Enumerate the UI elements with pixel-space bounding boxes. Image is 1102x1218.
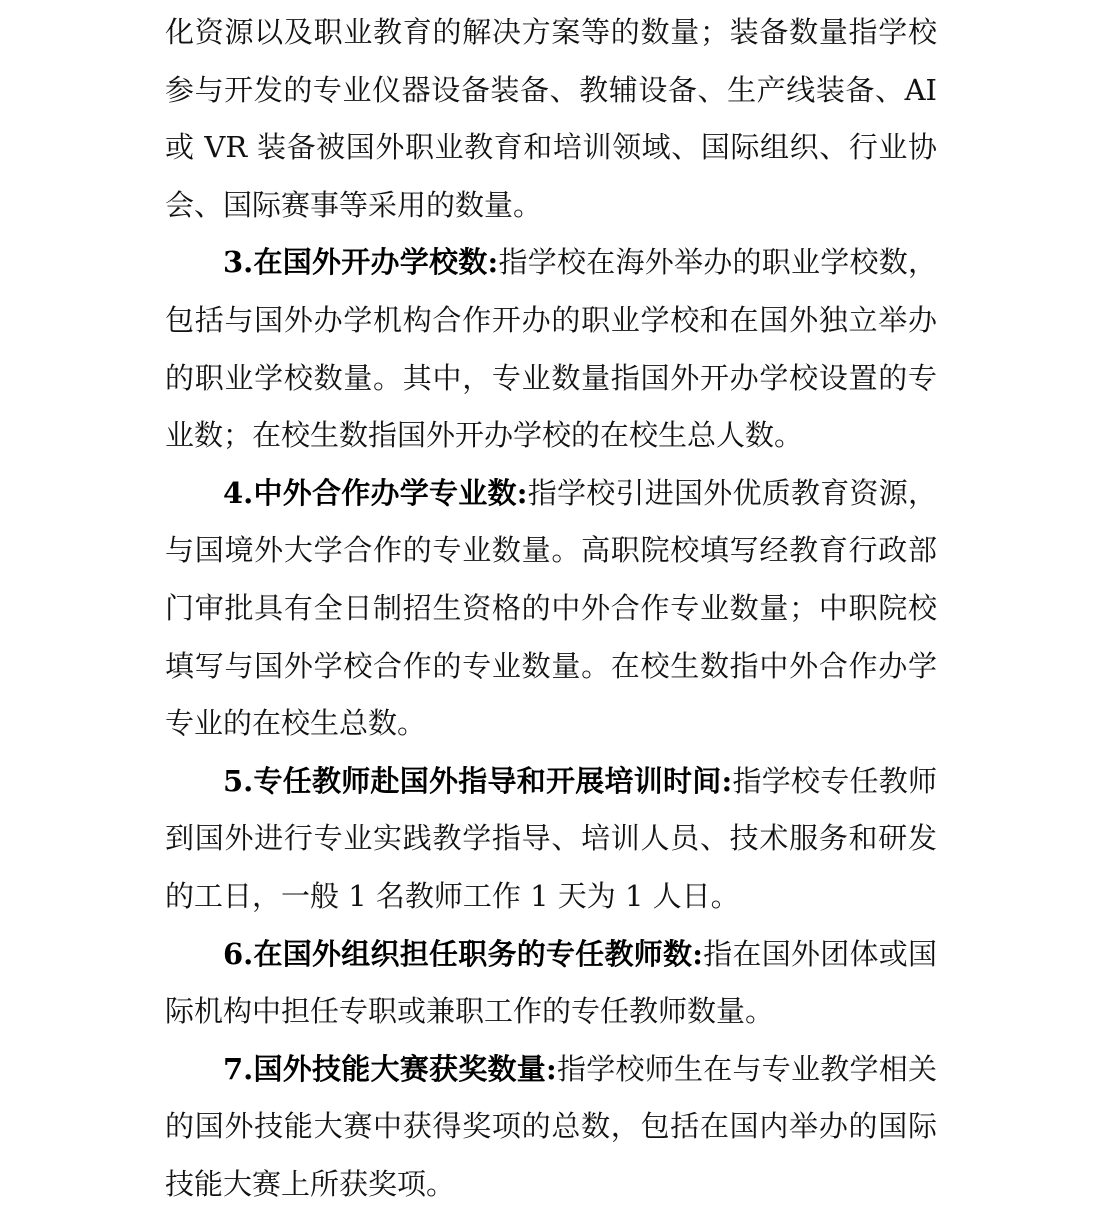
paragraph-term: 3.在国外开办学校数: xyxy=(223,245,499,280)
paragraph-body: 化资源以及职业教育的解决方案等的数量；装备数量指学校参与开发的专业仪器设备装备、教辅设备、生产线装备、AI或 VR 装备被国外职业教育和培训领域、国际组织、行业协会、国际赛事等采用的数量。 xyxy=(165,15,937,222)
paragraph-term: 4.中外合作办学专业数: xyxy=(223,475,528,510)
paragraph-term: 7.国外技能大赛获奖数量: xyxy=(223,1051,557,1086)
paragraph-item-5 xyxy=(165,753,937,926)
paragraph-continued xyxy=(165,4,937,234)
paragraph-item-4 xyxy=(165,465,937,753)
paragraph-item-7 xyxy=(165,1041,937,1214)
paragraph-term: 5.专任教师赴国外指导和开展培训时间: xyxy=(223,763,733,798)
paragraph-item-6 xyxy=(165,926,937,1041)
paragraph-body: 指学校引进国外优质教育资源，与国境外大学合作的专业数量。高职院校填写经教育行政部门审批具有全日制招生资格的中外合作专业数量；中职院校填写与国外学校合作的专业数量。在校生数指中外合作办学专业的在校生总数。 xyxy=(165,475,937,741)
paragraph-body: 指学校在海外举办的职业学校数，包括与国外办学机构合作开办的职业学校和在国外独立举办的职业学校数量。其中，专业数量指国外开办学校设置的专业数；在校生数指国外开办学校的在校生总人数。 xyxy=(165,245,937,453)
paragraph-body: 指学校师生在与专业教学相关的国外技能大赛中获得奖项的总数，包括在国内举办的国际技能大赛上所获奖项。 xyxy=(165,1051,937,1201)
paragraph-item-3 xyxy=(165,234,937,464)
paragraph-body: 指在国外团体或国际机构中担任专职或兼职工作的专任教师数量。 xyxy=(165,936,937,1029)
paragraph-term: 6.在国外组织担任职务的专任教师数: xyxy=(223,936,703,971)
document-body xyxy=(165,4,937,1213)
paragraph-body: 指学校专任教师到国外进行专业实践教学指导、培训人员、技术服务和研发的工日，一般 1 名教师工作 1 天为 1 人日。 xyxy=(165,763,937,913)
